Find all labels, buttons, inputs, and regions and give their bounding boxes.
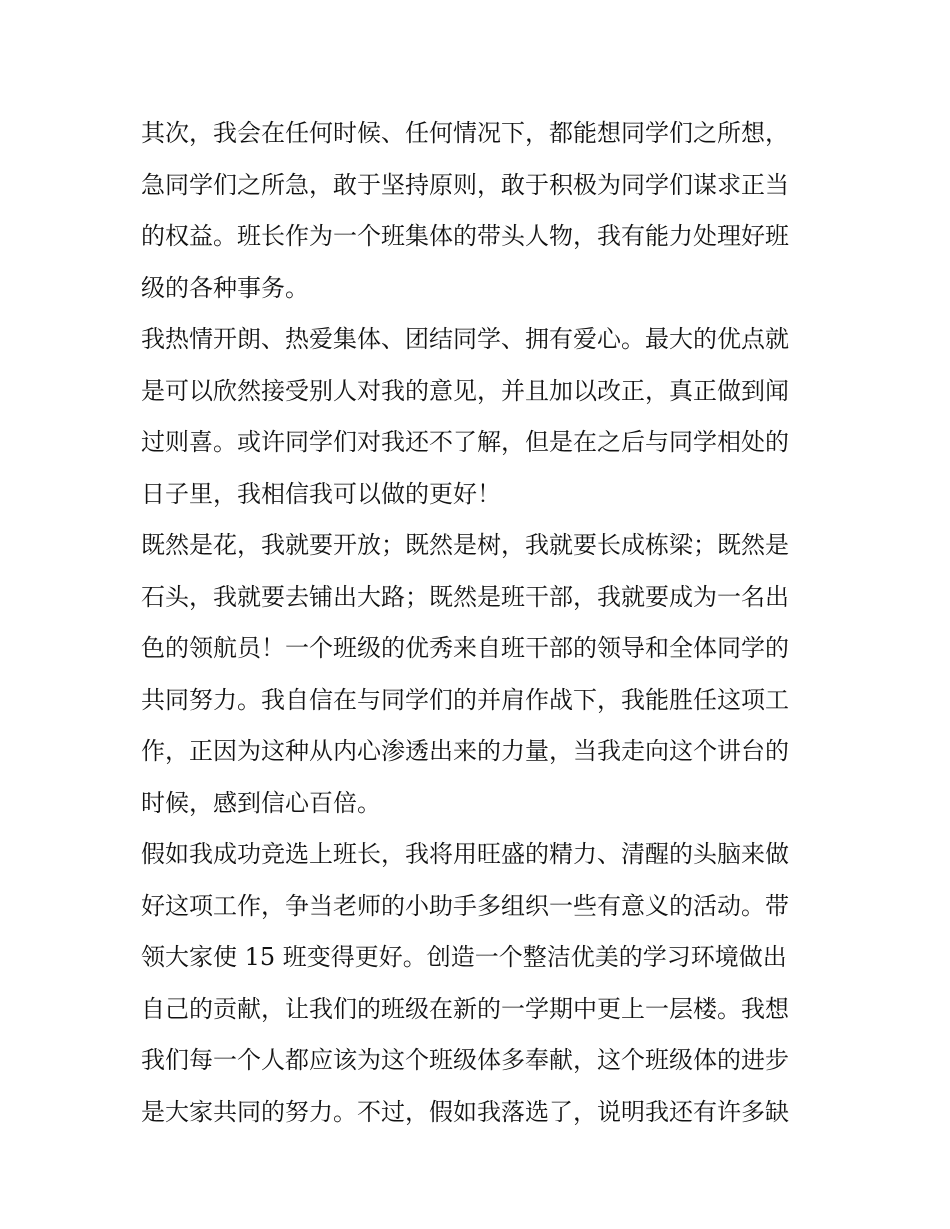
- text-line: 级的各种事务。: [141, 273, 309, 302]
- text-line: 好这项工作，争当老师的小助手多组织一些有意义的活动。带: [141, 891, 789, 920]
- text-line: 是可以欣然接受别人对我的意见，并且加以改正，真正做到闻: [141, 376, 789, 405]
- text-line: 共同努力。我自信在与同学们的并肩作战下，我能胜任这项工: [141, 685, 789, 714]
- text-line: 领大家使 15 班变得更好。创造一个整洁优美的学习环境做出: [141, 943, 787, 971]
- text-line: 日子里，我相信我可以做的更好！: [141, 479, 501, 508]
- text-line: 假如我成功竞选上班长，我将用旺盛的精力、清醒的头脑来做: [141, 840, 789, 868]
- text-line: 过则喜。或许同学们对我还不了解，但是在之后与同学相处的: [141, 428, 789, 456]
- text-line: 石头，我就要去铺出大路；既然是班干部，我就要成为一名出: [141, 582, 789, 611]
- text-line: 是大家共同的努力。不过，假如我落选了，说明我还有许多缺: [141, 1097, 789, 1126]
- text-line: 急同学们之所急，敢于坚持原则，敢于积极为同学们谋求正当: [141, 170, 789, 199]
- text-line: 时候，感到信心百倍。: [141, 788, 381, 817]
- text-line: 自己的贡献，让我们的班级在新的一学期中更上一层楼。我想: [141, 994, 789, 1023]
- text-line: 我热情开朗、热爱集体、团结同学、拥有爱心。最大的优点就: [141, 325, 789, 353]
- text-line: 其次，我会在任何时候、任何情况下，都能想同学们之所想，: [141, 119, 789, 147]
- text-line: 的权益。班长作为一个班集体的带头人物，我有能力处理好班: [141, 222, 789, 250]
- text-line: 作，正因为这种从内心渗透出来的力量，当我走向这个讲台的: [141, 737, 789, 765]
- text-line: 我们每一个人都应该为这个班级体多奉献，这个班级体的进步: [141, 1046, 789, 1074]
- text-line: 既然是花，我就要开放；既然是树，我就要长成栋梁；既然是: [141, 531, 789, 559]
- text-line: 色的领航员！一个班级的优秀来自班干部的领导和全体同学的: [141, 634, 789, 662]
- body-text: [141, 108, 821, 1138]
